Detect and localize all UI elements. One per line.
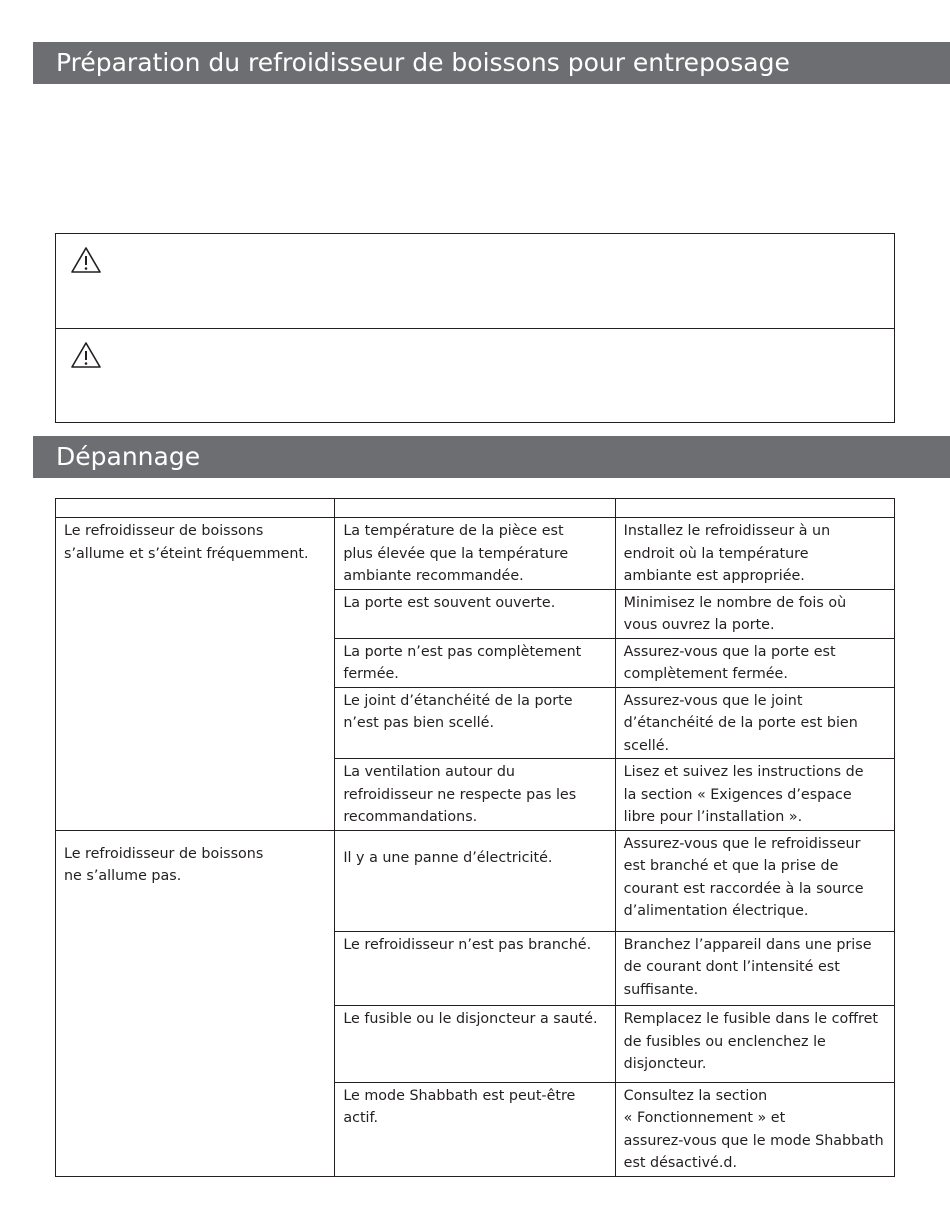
cause-cell: Le mode Shabbath est peut-être actif. [335,1082,615,1176]
table-row [56,830,895,931]
solution-cell: Minimisez le nombre de fois où vous ouvrez la porte. [615,589,894,638]
cause-cell: Il y a une panne d’électricité. [335,830,615,931]
warning-triangle-icon [70,246,102,274]
storage-section-header [33,42,950,84]
cause-cell: La température de la pièce est plus élevée que la température ambiante recommandée. [335,518,615,590]
cause-cell: Le fusible ou le disjoncteur a sauté. [335,1006,615,1083]
troubleshooting-table [55,498,895,1177]
header-solution [615,499,894,518]
warning-box [55,233,895,329]
solution-cell: Assurez-vous que le refroidisseur est branché et que la prise de courant est raccordée à la source d’alimentation électrique. [615,830,894,931]
solution-cell: Lisez et suivez les instructions de la section « Exigences d’espace libre pour l’installation ». [615,759,894,831]
problem-cell: Le refroidisseur de boissons ne s’allume pas. [56,830,335,1176]
table-row [56,518,895,590]
solution-cell: Installez le refroidisseur à un endroit où la température ambiante est appropriée. [615,518,894,590]
cause-cell: Le refroidisseur n’est pas branché. [335,931,615,1006]
table-header-row [56,499,895,518]
header-cause [335,499,615,518]
header-problem [56,499,335,518]
solution-cell: Assurez-vous que la porte est complètement fermée. [615,638,894,687]
solution-cell: Remplacez le fusible dans le coffret de fusibles ou enclenchez le disjoncteur. [615,1006,894,1083]
storage-section-title: Préparation du refroidisseur de boissons pour entreposage [56,48,790,77]
solution-cell: Branchez l’appareil dans une prise de courant dont l’intensité est suffisante. [615,931,894,1006]
cause-cell: La porte n’est pas complètement fermée. [335,638,615,687]
troubleshooting-section-title: Dépannage [56,442,201,471]
cause-cell: La porte est souvent ouverte. [335,589,615,638]
solution-cell: Assurez-vous que le joint d’étanchéité de la porte est bien scellé. [615,687,894,759]
troubleshooting-section-header [33,436,950,478]
solution-cell: Consultez la section « Fonctionnement » et assurez-vous que le mode Shabbath est désactivé.d. [615,1082,894,1176]
cause-cell: La ventilation autour du refroidisseur ne respecte pas les recommandations. [335,759,615,831]
warning-box [55,328,895,423]
cause-cell: Le joint d’étanchéité de la porte n’est pas bien scellé. [335,687,615,759]
warning-triangle-icon [70,341,102,369]
problem-cell: Le refroidisseur de boissons s’allume et s’éteint fréquemment. [56,518,335,831]
